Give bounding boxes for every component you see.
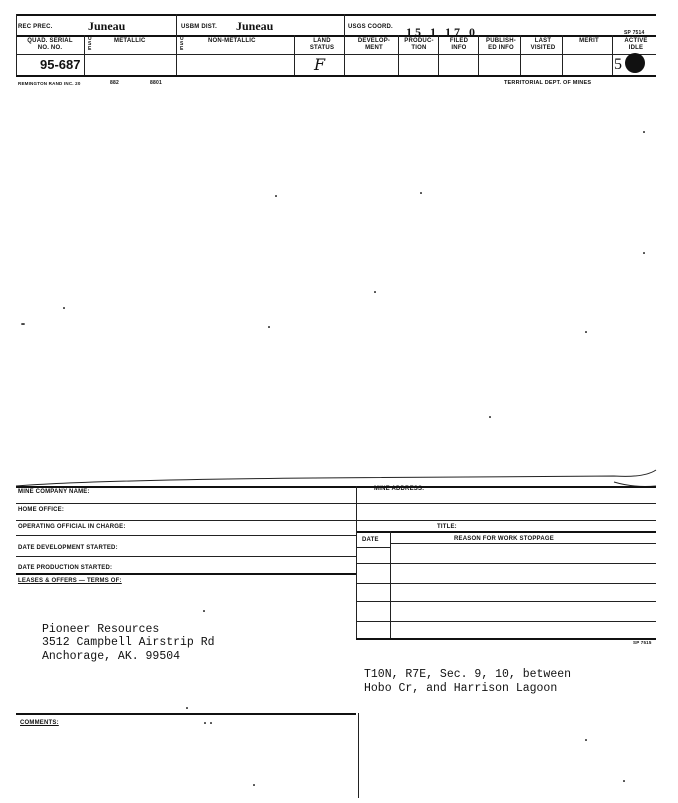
date-production-label: DATE PRODUCTION STARTED: [18, 565, 113, 571]
use-header-1: U S E [88, 36, 92, 52]
metallic-header: METALLIC [114, 38, 146, 44]
operating-official-label: OPERATING OFFICIAL IN CHARGE: [18, 524, 126, 530]
printer-imprint: REMINGTON RAND INC. 20 [18, 81, 81, 86]
location-line-2: Hobo Cr, and Harrison Lagoon [364, 682, 558, 695]
quad-serial-header: QUAD. SERIAL NO. NO. [27, 38, 73, 51]
usgs-coord-label: USGS COORD. [348, 24, 393, 30]
usgs-coord-value: 15 1 17 0 [406, 25, 478, 39]
form-code-1: 882 [110, 80, 119, 86]
mine-address-label: MINE ADDRESS: [374, 486, 425, 492]
rec-prec-value: Juneau [88, 19, 126, 33]
development-header: DEVELOP- MENT [357, 38, 391, 51]
usbm-dist-label: USBM DIST. [181, 24, 218, 30]
rec-prec-label: REC PREC. [18, 24, 53, 30]
non-metallic-header: NON-METALLIC [208, 38, 256, 44]
use-header-2: U S E [180, 36, 184, 52]
published-info-header: PUBLISH- ED INFO [486, 38, 516, 51]
leases-offers-label: LEASES & OFFERS — TERMS OF: [18, 578, 122, 584]
active-idle-header: ACTIVE IDLE [624, 38, 648, 51]
location-line-1: T10N, R7E, Sec. 9, 10, between [364, 668, 572, 681]
date-column-header: DATE [362, 537, 379, 543]
reason-column-header: REASON FOR WORK STOPPAGE [454, 536, 554, 542]
filed-info-header: FILED INFO [449, 38, 469, 51]
active-mark: 5 [614, 56, 622, 73]
serial-number: 95-687 [40, 57, 81, 72]
mine-company-label: MINE COMPANY NAME: [18, 489, 90, 495]
usbm-dist-value: Juneau [236, 19, 274, 33]
merit-header: MERIT [579, 38, 599, 44]
department-imprint: TERRITORIAL DEPT. OF MINES [504, 80, 592, 86]
last-visited-header: LAST VISITED [530, 38, 556, 51]
owner-city: Anchorage, AK. 99504 [42, 650, 181, 663]
punch-hole [625, 53, 645, 73]
comments-label: COMMENTS: [20, 720, 59, 726]
production-header: PRODUC- TION [404, 38, 434, 51]
title-label: TITLE: [437, 524, 457, 530]
form-number-2: SP 7515 [633, 640, 652, 645]
top-border-curve [14, 464, 658, 494]
owner-name: Pioneer Resources [42, 623, 160, 636]
form-number: SP 7514 [624, 30, 645, 36]
form-code-2: 8801 [150, 80, 162, 86]
date-development-label: DATE DEVELOPMENT STARTED: [18, 545, 118, 551]
land-status-mark: F [314, 55, 326, 74]
owner-street: 3512 Campbell Airstrip Rd [42, 636, 215, 649]
home-office-label: HOME OFFICE: [18, 507, 65, 513]
land-status-header: LAND STATUS [309, 38, 335, 51]
